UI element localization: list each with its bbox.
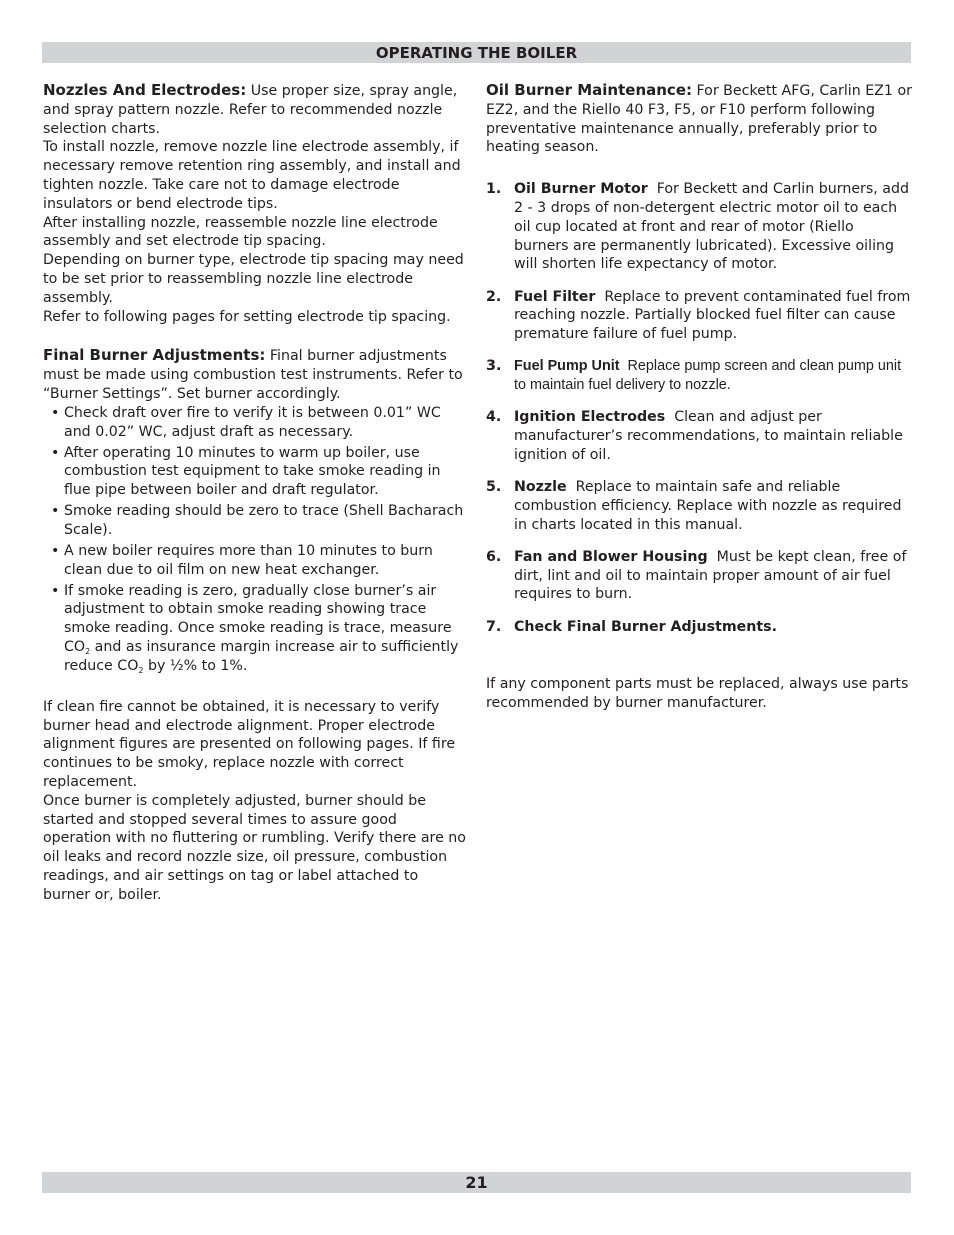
- item-text: Replace to prevent contaminated fuel from reaching nozzle. Partially blocked fuel filter can cause premature failure of fuel pump.: [514, 288, 915, 343]
- maintenance-item: [486, 288, 915, 344]
- adjustment-bullet-list: [43, 404, 468, 676]
- section-header: OPERATING THE BOILER: [42, 42, 911, 63]
- maintenance-item: [486, 618, 912, 637]
- maintenance-item: [486, 180, 912, 274]
- item-number: 4.: [486, 409, 502, 426]
- nozzles-reassemble-text: After installing nozzle, reassemble nozzle line electrode assembly and set electrode tip spacing.: [43, 214, 438, 250]
- nozzles-heading: Nozzles And Electrodes:: [43, 81, 247, 99]
- right-column: [486, 81, 915, 712]
- item-number: 2.: [486, 288, 502, 305]
- item-number: 1.: [486, 181, 502, 198]
- left-column: [43, 81, 468, 905]
- item-title: Oil Burner Motor: [514, 181, 648, 198]
- nozzles-depending-text: Depending on burner type, electrode tip spacing may need to be set prior to reassembling nozzle line electrode assembly.: [43, 252, 464, 306]
- page-number: 21: [42, 1172, 911, 1193]
- item-title: Fuel Pump Unit: [514, 358, 620, 375]
- final-adjustments-heading: Final Burner Adjustments:: [43, 346, 266, 365]
- item-title: Nozzle: [514, 479, 567, 496]
- nozzles-text: Use proper size, spray angle, and spray pattern nozzle. Refer to recommended nozzle selection charts.: [43, 83, 458, 137]
- item-number: 5.: [486, 479, 502, 496]
- item-text: Replace pump screen and clean pump unit to maintain fuel delivery to nozzle.: [514, 358, 906, 394]
- item-title: Ignition Electrodes: [514, 409, 666, 426]
- maintenance-item: [486, 478, 912, 534]
- nozzles-install-text: To install nozzle, remove nozzle line electrode assembly, if necessary remove retention ring assembly, and install and tighten nozzle. Take care not to damage electrode insulators or bend electrode tips.: [43, 139, 461, 212]
- final-adjustments-paragraph: [43, 346, 468, 403]
- bullet-text: If smoke reading is zero, gradually close burner’s air adjustment to obtain smoke reading showing trace smoke reading. Once smoke reading is trace, measure CO: [64, 582, 452, 656]
- bullet-item: • Smoke reading should be zero to trace (Shell Bacharach Scale).: [43, 502, 468, 540]
- maintenance-paragraph: [486, 81, 912, 157]
- item-title: Check Final Burner Adjustments.: [514, 618, 777, 635]
- item-number: 3.: [486, 358, 502, 375]
- replacement-note: If any component parts must be replaced, always use parts recommended by burner manufacturer.: [486, 675, 909, 711]
- final-adjustments-intro: Final burner adjustments must be made using combustion test instruments. Refer to “Burner Settings”. Set burner accordingly.: [43, 348, 463, 402]
- nozzles-refer-text: Refer to following pages for setting electrode tip spacing.: [43, 308, 451, 325]
- item-text: Replace to maintain safe and reliable combustion efficiency. Replace with nozzle as required in charts located in this manual.: [514, 479, 907, 533]
- maintenance-item: [486, 357, 912, 395]
- item-text: Clean and adjust per manufacturer’s recommendations, to maintain reliable ignition of oil.: [514, 409, 908, 463]
- maintenance-list: [486, 180, 915, 636]
- item-number: 7.: [486, 618, 502, 635]
- maintenance-heading: Oil Burner Maintenance:: [486, 81, 692, 99]
- item-text: Must be kept clean, free of dirt, lint and oil to maintain proper amount of air fuel requires to burn.: [514, 548, 911, 603]
- maintenance-item: [486, 408, 912, 464]
- item-title: Fan and Blower Housing: [514, 548, 708, 565]
- bullet-item: • After operating 10 minutes to warm up boiler, use combustion test equipment to take smoke reading in flue pipe between boiler and draft regulator.: [43, 444, 468, 500]
- clean-fire-text: If clean fire cannot be obtained, it is necessary to verify burner head and electrode alignment. Proper electrode alignment figures are presented on following pages. If fire continues to be smoky, replace nozzle with correct replacement.: [43, 698, 456, 791]
- bullet-item: [43, 582, 468, 676]
- item-text: For Beckett and Carlin burners, add 2 - 3 drops of non-detergent electric motor oil to each oil cup located at front and rear of motor (Riello burners are permanently lubricated). Excessive oiling will shorten life expectancy of motor.: [514, 181, 914, 273]
- subscript: 2: [138, 665, 144, 675]
- bullet-item: • A new boiler requires more than 10 minutes to burn clean due to oil film on new heat exchanger.: [43, 542, 468, 580]
- item-number: 6.: [486, 548, 502, 565]
- bullet-text: by ½% to 1%.: [143, 657, 248, 674]
- nozzles-paragraph: [43, 81, 468, 138]
- bullet-text: and as insurance margin increase air to sufficiently reduce CO: [64, 639, 459, 674]
- subscript: 2: [85, 647, 91, 657]
- completion-text: Once burner is completely adjusted, burner should be started and stopped several times to assure good operation with no fluttering or rumbling. Verify there are no oil leaks and record nozzle size, oil pressure, combustion readings, and air settings on tag or label attached to burner or, boiler.: [43, 792, 466, 903]
- maintenance-intro: For Beckett AFG, Carlin EZ1 or EZ2, and the Riello 40 F3, F5, or F10 perform following preventative maintenance annually, preferably prior to heating season.: [486, 83, 912, 156]
- item-title: Fuel Filter: [514, 288, 596, 305]
- maintenance-item: [486, 548, 912, 604]
- bullet-item: • Check draft over fire to verify it is between 0.01” WC and 0.02” WC, adjust draft as necessary.: [43, 404, 468, 442]
